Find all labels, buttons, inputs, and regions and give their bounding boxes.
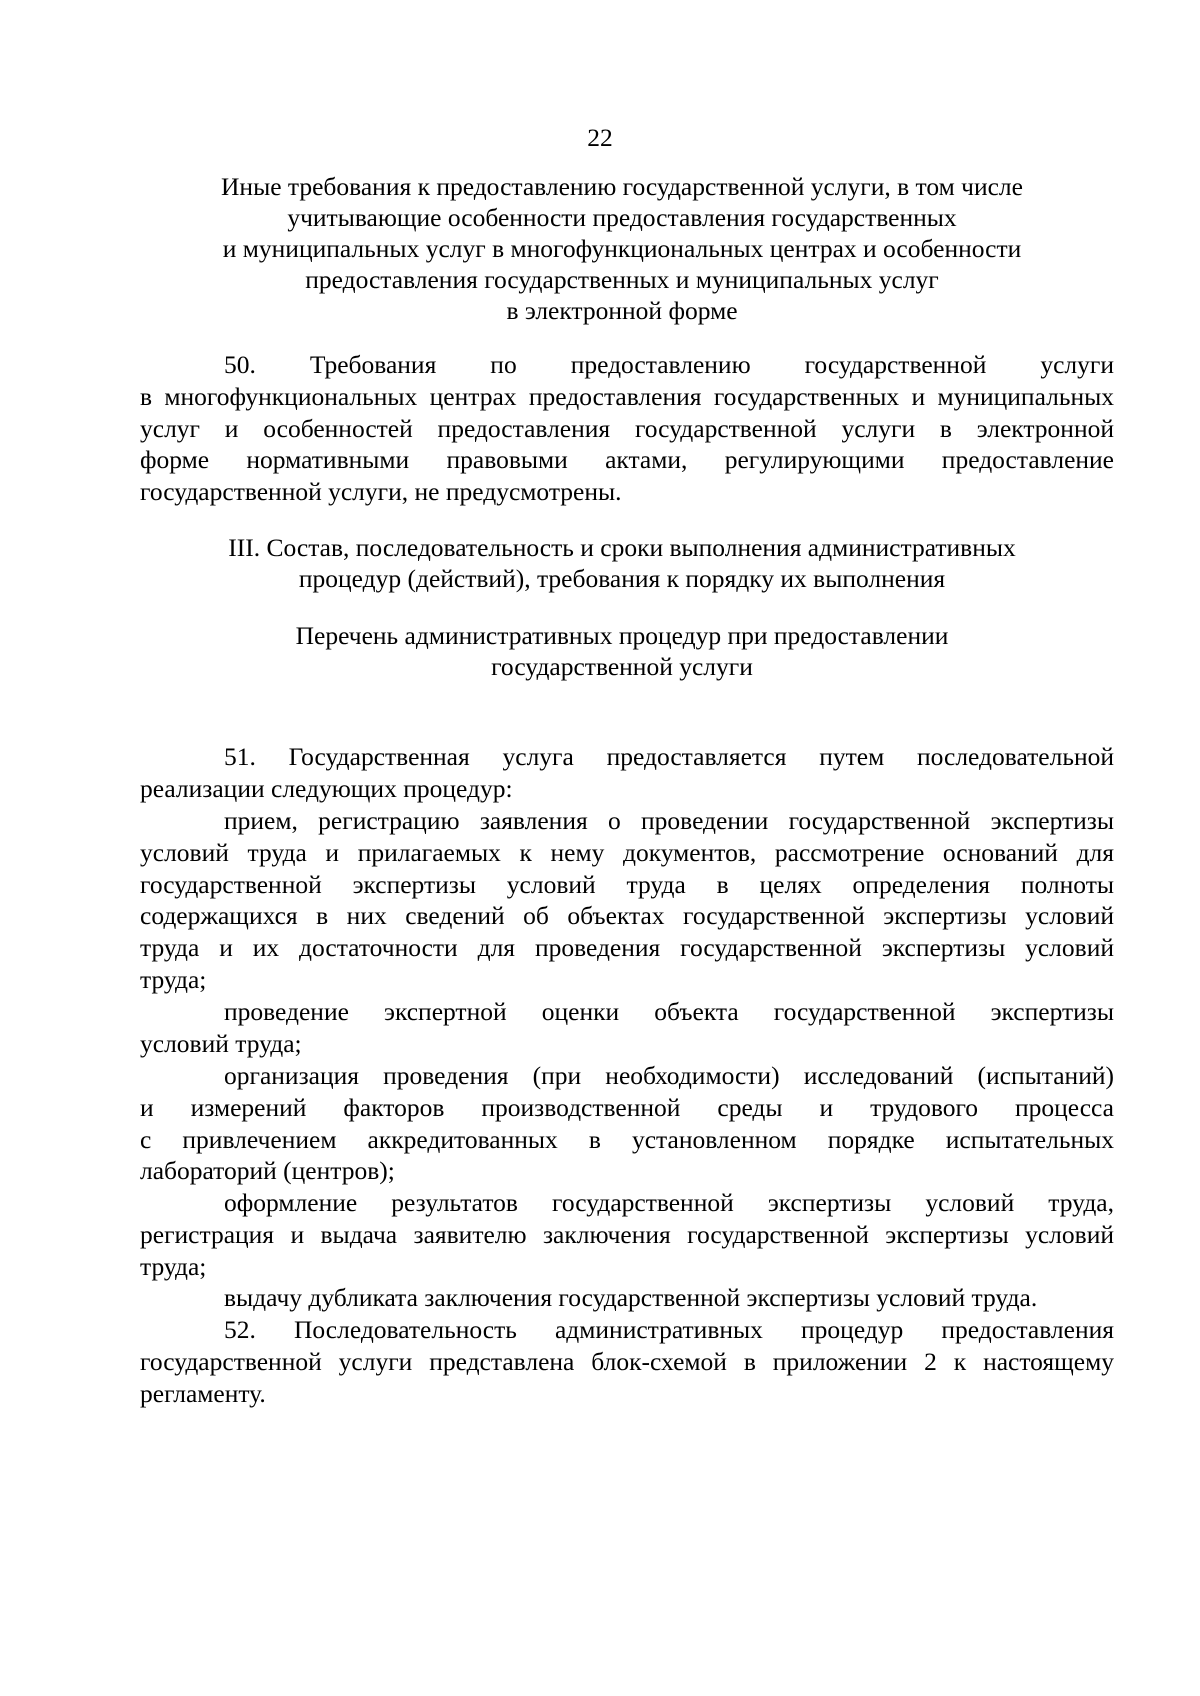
procedure-item-results xyxy=(140,1187,1114,1282)
paragraph-line: труда; xyxy=(140,964,207,994)
paragraph-line: государственной услуги представлена блок-схемой в приложении 2 к настоящему xyxy=(140,1346,1114,1376)
heading-line: государственной услуги xyxy=(491,652,753,681)
paragraph-line: регистрация и выдача заявителю заключения государственной экспертизы условий xyxy=(140,1219,1114,1249)
heading-line: процедур (действий), требования к порядку их выполнения xyxy=(298,564,946,593)
paragraph-line: 52. Последовательность административных процедур предоставления xyxy=(224,1315,1114,1344)
paragraph-line: труда и их достаточности для проведения государственной экспертизы условий xyxy=(140,933,1114,963)
paragraph-line: организация проведения (при необходимости) исследований (испытаний) xyxy=(224,1061,1114,1090)
heading-line: Перечень административных процедур при предоставлении xyxy=(295,621,949,650)
heading-line: Иные требования к предоставлению государственной услуги, в том числе xyxy=(221,172,1023,201)
paragraph-line: условий труда и прилагаемых к нему документов, рассмотрение оснований для xyxy=(140,837,1114,867)
paragraph-line: 50. Требования по предоставлению государственной услуги xyxy=(224,350,1114,379)
procedure-item-evaluation xyxy=(140,996,1114,1060)
paragraph-51 xyxy=(140,741,1114,805)
heading-line: в электронной форме xyxy=(506,296,738,325)
paragraph-line: услуг и особенностей предоставления государственной услуги в электронной xyxy=(140,413,1114,443)
paragraph-line: в многофункциональных центрах предоставления государственных и муниципальных xyxy=(140,381,1114,411)
paragraph-line: лабораторий (центров); xyxy=(140,1156,395,1186)
heading-line: и муниципальных услуг в многофункциональных центрах и особенности xyxy=(222,234,1022,263)
paragraph-line: и измерений факторов производственной среды и трудового процесса xyxy=(140,1092,1114,1122)
paragraph-line: оформление результатов государственной экспертизы условий труда, xyxy=(224,1188,1114,1217)
paragraph-line: выдачу дубликата заключения государственной экспертизы условий труда. xyxy=(224,1283,1038,1312)
paragraph-line: с привлечением аккредитованных в установленном порядке испытательных xyxy=(140,1124,1114,1154)
page-number: 22 xyxy=(587,123,613,152)
section-3-heading xyxy=(130,532,1114,594)
paragraph-line: государственной услуги, не предусмотрены. xyxy=(140,477,622,507)
paragraph-line: 51. Государственная услуга предоставляется путем последовательной xyxy=(224,742,1114,771)
paragraph-line: условий труда; xyxy=(140,1028,302,1058)
paragraph-50 xyxy=(140,349,1114,508)
paragraph-line: содержащихся в них сведений об объектах государственной экспертизы условий xyxy=(140,901,1114,931)
procedure-item-reception xyxy=(140,805,1114,996)
paragraph-line: форме нормативными правовыми актами, регулирующими предоставление xyxy=(140,445,1114,475)
paragraph-line: прием, регистрацию заявления о проведении государственной экспертизы xyxy=(224,806,1114,835)
heading-procedures-list xyxy=(130,620,1114,682)
heading-line: III. Состав, последовательность и сроки выполнения административных xyxy=(228,533,1016,562)
paragraph-line: труда; xyxy=(140,1251,207,1281)
paragraph-line: регламенту. xyxy=(140,1378,266,1408)
heading-other-requirements xyxy=(130,171,1114,326)
heading-line: учитывающие особенности предоставления государственных xyxy=(287,203,957,232)
paragraph-line: государственной экспертизы условий труда в целях определения полноты xyxy=(140,869,1114,899)
heading-line: предоставления государственных и муниципальных услуг xyxy=(305,265,939,294)
paragraph-line: проведение экспертной оценки объекта государственной экспертизы xyxy=(224,997,1114,1026)
procedure-item-measurements xyxy=(140,1060,1114,1187)
paragraph-line: реализации следующих процедур: xyxy=(140,773,513,803)
procedure-item-duplicate xyxy=(140,1282,1114,1314)
paragraph-52 xyxy=(140,1314,1114,1409)
